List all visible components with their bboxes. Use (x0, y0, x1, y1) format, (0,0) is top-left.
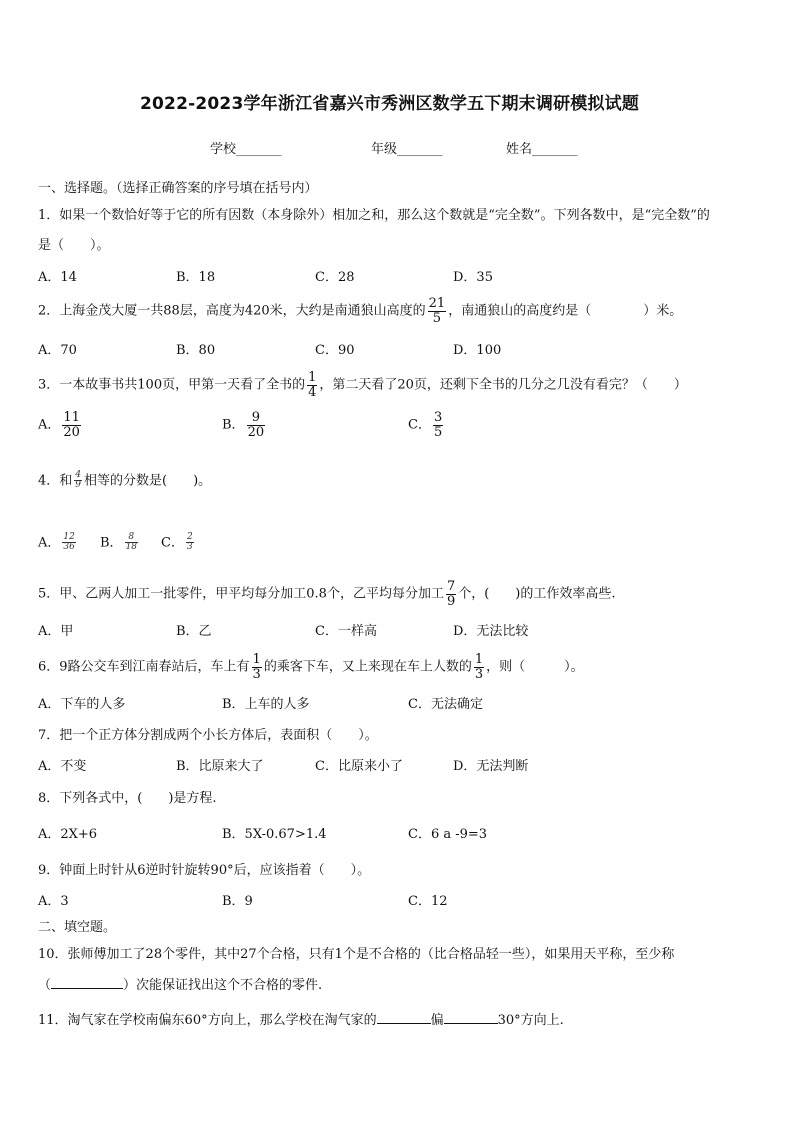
q3-option-c-fraction (433, 411, 443, 439)
q8-option-a: A．2X+6 (38, 827, 98, 842)
q4-option-a-den: 36 (63, 542, 75, 553)
q11-blank-2 (444, 1011, 498, 1024)
question-6 (38, 653, 584, 681)
q5-option-c: C．一样高 (315, 624, 377, 639)
question-5 (38, 580, 616, 608)
q6-fraction-2-den: 3 (474, 666, 484, 682)
q7-option-a: A．不变 (38, 759, 87, 774)
q4-text-post: 相等的分数是( )。 (84, 473, 212, 489)
q2-fraction-num: 21 (428, 296, 446, 311)
q3-fraction (307, 371, 317, 399)
q3-option-a-label: A． (38, 417, 61, 433)
q4-option-a-num: 12 (63, 532, 75, 542)
q6-text-mid: 的乘客下车，又上来现在车上人数的 (263, 659, 472, 675)
q3-option-b (222, 411, 267, 439)
q4-option-c-fraction (186, 533, 194, 553)
q9-option-a: A．3 (38, 894, 69, 909)
q2-text-post: ，南通狼山的高度约是（ ）米。 (448, 303, 683, 319)
q4-option-b-fraction (125, 533, 138, 553)
q7-option-b: B．比原来大了 (176, 759, 264, 774)
q3-option-b-fraction (247, 411, 266, 439)
q5-fraction-num: 7 (446, 579, 456, 594)
q3-fraction-den: 4 (308, 384, 317, 400)
page-title: 2022-2023学年浙江省嘉兴市秀洲区数学五下期末调研模拟试题 (140, 94, 640, 114)
q1-option-c: C．28 (315, 270, 355, 285)
q3-option-a (38, 411, 83, 439)
school-blank: _______ (236, 142, 282, 157)
q9-option-b: B．9 (222, 894, 253, 909)
q5-fraction (446, 580, 456, 608)
q2-fraction (428, 297, 447, 325)
q4-fraction (74, 471, 82, 491)
q6-text-pre: 6．9路公交车到江南春站后，车上有 (38, 659, 250, 675)
q3-option-c (408, 411, 445, 439)
q4-option-c-den: 3 (186, 542, 193, 553)
q11-text-pre: 11．淘气家在学校南偏东60°方向上，那么学校在淘气家的 (38, 1013, 377, 1028)
q4-text-pre: 4．和 (38, 473, 73, 489)
question-10-line-2 (38, 976, 322, 995)
q4-option-b-den: 18 (125, 542, 138, 553)
q3-fraction-num: 1 (308, 370, 317, 385)
q3-text-pre: 3．一本故事书共100页，甲第一天看了全书的 (38, 377, 306, 393)
q6-fraction-1-num: 1 (252, 652, 261, 667)
q3-option-a-den: 20 (63, 424, 80, 440)
q11-text-mid: 偏 (430, 1013, 444, 1028)
q3-option-c-num: 3 (433, 410, 443, 425)
q4-fraction-num: 4 (75, 470, 82, 480)
name-blank: _______ (532, 142, 578, 157)
q4-option-b-num: 8 (125, 533, 138, 543)
question-8: 8．下列各式中，( )是方程. (38, 791, 217, 806)
q2-text-pre: 2．上海金茂大厦一共88层，高度为420米，大约是南通狼山高度的 (38, 303, 426, 319)
q4-option-c (161, 533, 196, 553)
school-field (210, 141, 282, 159)
q1-option-b: B．18 (176, 270, 216, 285)
q4-option-b-label: B． (100, 535, 123, 551)
q6-text-post: ，则（ ）。 (486, 659, 584, 675)
q4-option-a (38, 533, 78, 553)
q4-option-c-label: C． (161, 535, 184, 551)
question-4 (38, 471, 211, 491)
q7-option-d: D．无法判断 (453, 759, 529, 774)
question-11 (38, 1011, 564, 1030)
q3-text-post: ，第二天看了20页，还剩下全书的几分之几没有看完？（ ） (319, 377, 687, 393)
name-field (506, 141, 578, 159)
q5-option-b: B．乙 (176, 624, 212, 639)
question-2 (38, 297, 682, 325)
question-7: 7．把一个正方体分割成两个小长方体后，表面积（ ）。 (38, 728, 378, 743)
q2-fraction-den: 5 (432, 310, 442, 326)
q4-fraction-den: 9 (75, 480, 82, 491)
q7-option-c: C．比原来小了 (315, 759, 403, 774)
question-10-line-1: 10．张师傅加工了28个零件，其中27个合格，只有1个是不合格的（比合格品轻一些），如果用天平称，至少称 (38, 947, 675, 962)
q6-fraction-2 (474, 653, 484, 681)
q6-fraction-1 (252, 653, 262, 681)
q3-option-b-label: B． (222, 417, 245, 433)
q5-text-pre: 5．甲、乙两人加工一批零件，甲平均每分加工0.8个，乙平均每分加工 (38, 586, 444, 602)
q8-option-b: B．5X-0.67>1.4 (222, 827, 327, 842)
q9-option-c: C．12 (408, 894, 448, 909)
q5-option-a: A．甲 (38, 624, 74, 639)
q10-text-post: ）次能保证找出这个不合格的零件. (123, 978, 323, 993)
section-heading-choice: 一、选择题。（选择正确答案的序号填在括号内） (38, 181, 318, 196)
question-3 (38, 371, 687, 399)
q2-option-a: A．70 (38, 343, 77, 358)
grade-blank: _______ (397, 142, 443, 157)
q11-text-post: 30°方向上. (497, 1013, 564, 1028)
question-9: 9．钟面上时针从6逆时针旋转90°后，应该指着（ ）。 (38, 863, 371, 878)
q6-option-b: B．上车的人多 (222, 697, 310, 712)
q3-option-b-num: 9 (247, 411, 266, 426)
question-1-line-1: 1．如果一个数恰好等于它的所有因数（本身除外）相加之和，那么这个数就是“完全数”。下列各数中，是“完全数”的 (38, 208, 710, 223)
q5-fraction-den: 9 (446, 593, 456, 609)
q3-option-b-den: 20 (247, 424, 265, 440)
q5-text-post: 个，( )的工作效率高些. (458, 586, 616, 602)
q6-option-a: A．下车的人多 (38, 697, 126, 712)
q4-option-c-num: 2 (186, 532, 193, 542)
q2-option-c: C．90 (315, 343, 355, 358)
q2-option-d: D．100 (453, 343, 502, 358)
q6-option-c: C．无法确定 (408, 697, 483, 712)
grade-label: 年级 (371, 142, 398, 157)
q2-option-b: B．80 (176, 343, 216, 358)
grade-field (371, 141, 443, 159)
q3-option-a-fraction (62, 411, 81, 439)
name-label: 姓名 (506, 142, 533, 157)
q11-blank-1 (377, 1011, 431, 1024)
q3-option-a-num: 11 (63, 410, 80, 425)
q8-option-c: C．6 a -9=3 (408, 827, 488, 842)
question-1-line-2: 是（ ）。 (38, 238, 110, 253)
q10-answer-blank (51, 976, 123, 989)
q1-option-a: A．14 (38, 270, 77, 285)
q3-option-c-den: 5 (433, 424, 443, 440)
q4-option-b (100, 533, 140, 553)
q10-open-paren: （ (38, 978, 52, 993)
q6-fraction-2-num: 1 (474, 652, 484, 667)
q5-option-d: D．无法比较 (453, 624, 529, 639)
section-heading-fill: 二、填空题。 (38, 920, 117, 935)
school-label: 学校 (210, 142, 237, 157)
q4-option-a-label: A． (38, 535, 61, 551)
q4-option-a-fraction (62, 533, 75, 553)
q1-option-d: D．35 (453, 270, 493, 285)
q3-option-c-label: C． (408, 417, 431, 433)
q6-fraction-1-den: 3 (252, 666, 261, 682)
